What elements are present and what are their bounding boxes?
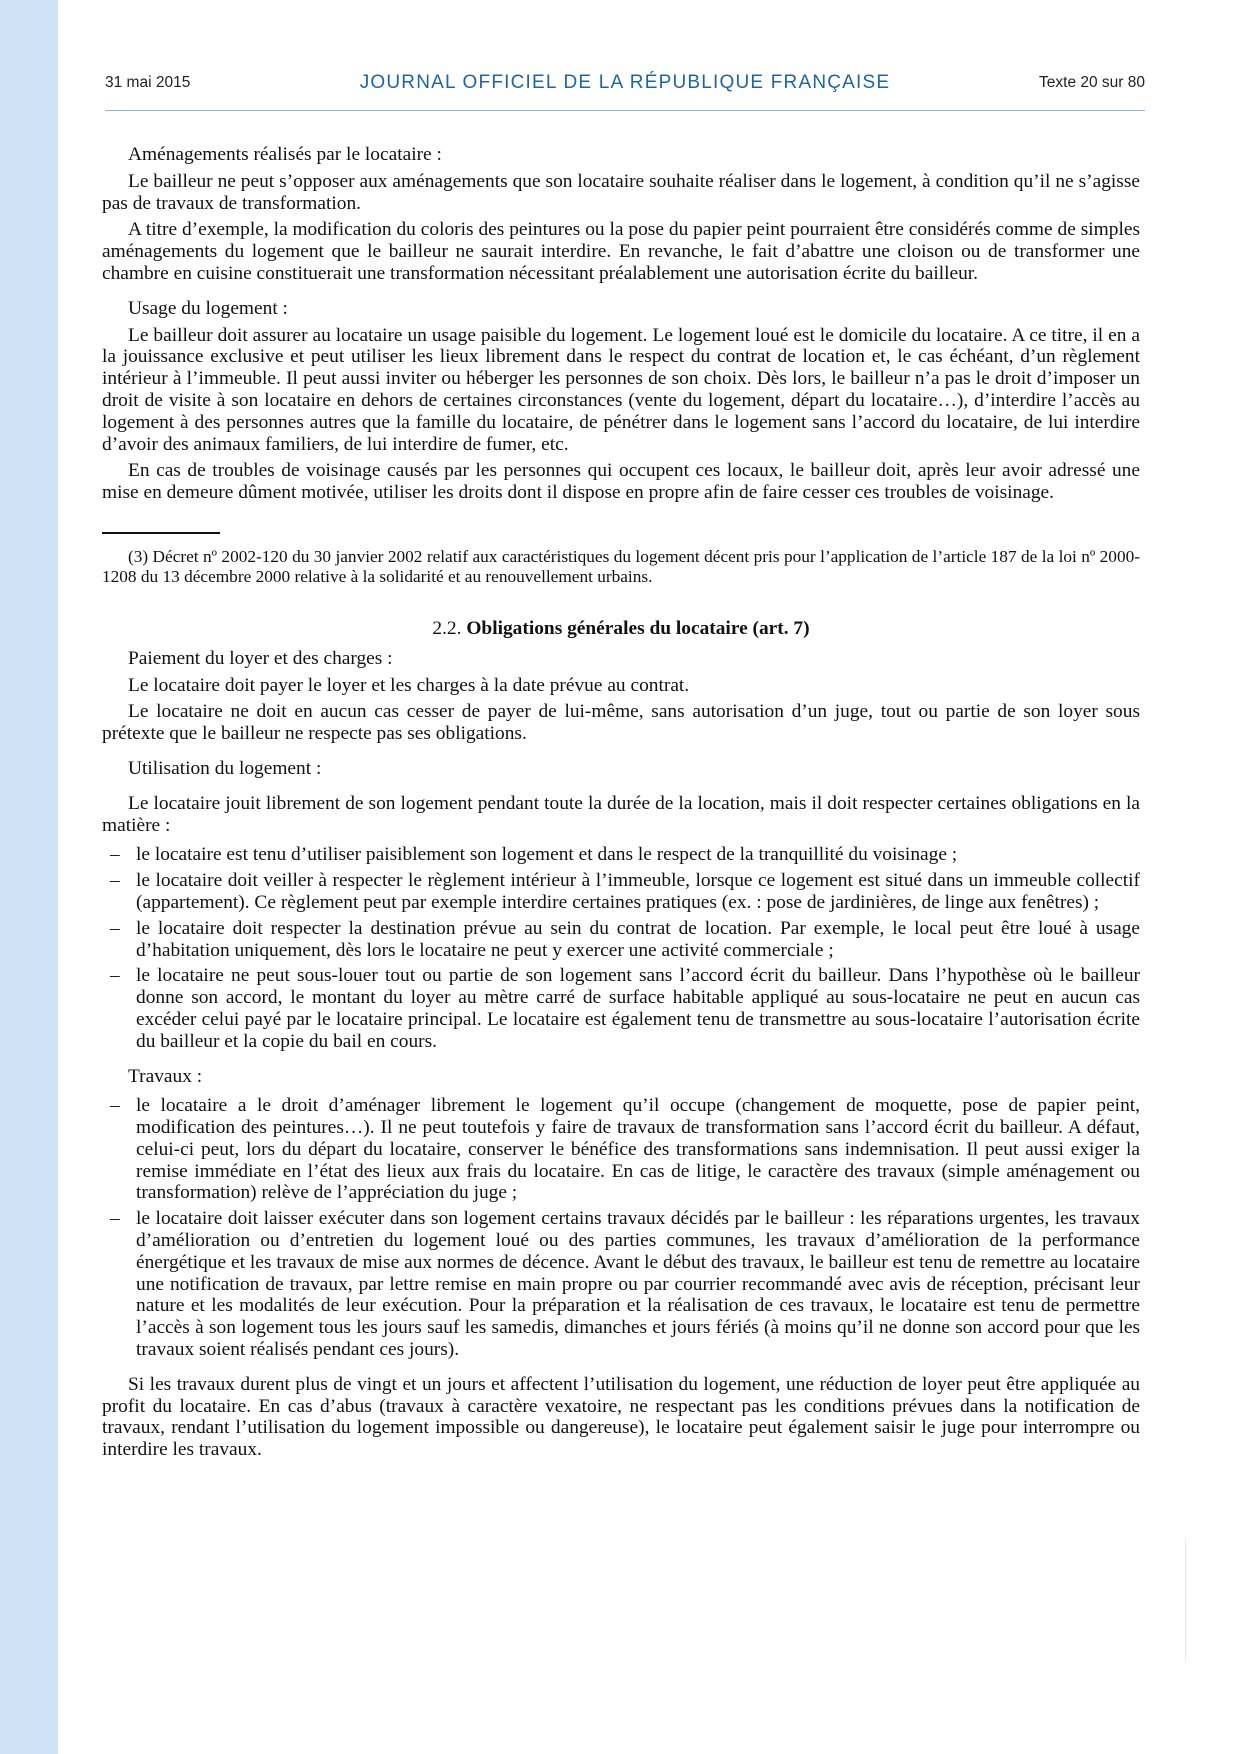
paragraph: Le locataire doit payer le loyer et les charges à la date prévue au contrat. [128, 674, 690, 696]
page-header [105, 66, 1145, 112]
journal-title: JOURNAL OFFICIEL DE LA RÉPUBLIQUE FRANÇAISE [359, 72, 891, 93]
scan-edge-line [1185, 1540, 1186, 1660]
list-item: – le locataire a le droit d’aménager librement le logement qu’il occupe (changement de moquette, pose de papier peint, modification des peintures…). Il ne peut toutefois y faire de travaux de transformation sans l’accord écrit du bailleur. A défaut, celui-ci peut, lors du départ du locataire, conserver le bénéfice des transformations sans indemnisation. Il peut aussi exiger la remise immédiate en l’état des lieux aux frais du locataire. En cas de litige, le caractère des travaux (simple aménagement ou transformation) relève de l’appréciation du juge ; [136, 1095, 1140, 1204]
obligations-list [102, 844, 1140, 1052]
footnote-separator [102, 532, 220, 534]
subheading-amenagements: Aménagements réalisés par le locataire : [128, 144, 442, 165]
paragraph: Le locataire ne doit en aucun cas cesser de payer de lui-même, sans autorisation d’un juge, tout ou partie de son loyer sous prétexte que le bailleur ne respecte pas ses obligations. [102, 701, 1140, 745]
paragraph: A titre d’exemple, la modification du coloris des peintures ou la pose du papier peint pourraient être considérés comme de simples aménagements du logement que le bailleur ne saurait interdire. En revanche, le fait d’abattre une cloison ou de transformer une chambre en cuisine constituerait une transformation nécessitant préalablement une autorisation écrite du bailleur. [102, 219, 1140, 284]
subheading-utilisation: Utilisation du logement : [128, 757, 322, 779]
paragraph: Le locataire jouit librement de son logement pendant toute la durée de la location, mais il doit respecter certaines obligations en la matière : [102, 792, 1140, 836]
page-reference: Texte 20 sur 80 [1039, 74, 1145, 91]
travaux-list [102, 1095, 1140, 1361]
list-item: – le locataire doit laisser exécuter dans son logement certains travaux décidés par le bailleur : les réparations urgentes, les travaux d’amélioration ou d’entretien du logement loué ou des parties communes, les travaux d’amélioration de la performance énergétique et les travaux de mise aux normes de décence. Avant le début des travaux, le bailleur est tenu de remettre au locataire une notification de travaux, par lettre remise en main propre ou par courrier recommandé avec avis de réception, précisant leur nature et les modalités de leur exécution. Pour la préparation et la réalisation de ces travaux, le locataire est tenu de permettre l’accès à son logement tous les jours sauf les samedis, dimanches et jours fériés (à moins qu’il ne donne son accord pour que les travaux soient réalisés pendant ces jours). [136, 1208, 1140, 1361]
list-item: – le locataire est tenu d’utiliser paisiblement son logement et dans le respect de la tranquillité du voisinage ; [136, 844, 1140, 866]
section-number: 2.2. [432, 617, 462, 639]
header-rule [105, 110, 1145, 111]
subheading-usage: Usage du logement : [128, 297, 288, 319]
section-title [102, 618, 1140, 640]
paragraph: En cas de troubles de voisinage causés par les personnes qui occupent ces locaux, le bailleur doit, après leur avoir adressé une mise en demeure dûment motivée, utiliser les droits dont il dispose en propre afin de faire cesser ces troubles de voisinage. [102, 460, 1140, 504]
subheading-travaux: Travaux : [128, 1065, 203, 1087]
header-date: 31 mai 2015 [105, 74, 191, 91]
list-item: – le locataire doit respecter la destination prévue au sein du contrat de location. Par exemple, le local peut être loué à usage d’habitation uniquement, dès lors le locataire ne peut y exercer une activité commerciale ; [136, 918, 1140, 962]
paragraph: Si les travaux durent plus de vingt et un jours et affectent l’utilisation du logement, une réduction de loyer peut être appliquée au profit du locataire. En cas d’abus (travaux à caractère vexatoire, ne respectant pas les conditions prévues dans la notification de travaux, rendant l’utilisation du logement impossible ou dangereuse), le locataire peut également saisir le juge pour interrompre ou interdire les travaux. [102, 1373, 1140, 1461]
section-title-text: Obligations générales du locataire (art. 7) [466, 617, 810, 639]
paragraph: Le bailleur doit assurer au locataire un usage paisible du logement. Le logement loué est le domicile du locataire. A ce titre, il en a la jouissance exclusive et peut utiliser les lieux librement dans le respect du contrat de location et, le cas échéant, d’un règlement intérieur à l’immeuble. Il peut aussi inviter ou héberger les personnes de son choix. Dès lors, le bailleur n’a pas le droit d’imposer un droit de visite à son locataire en dehors de certaines circonstances (vente du logement, départ du locataire…), d’interdire l’accès au logement à des personnes autres que la famille du locataire, de pénétrer dans le logement sans l’accord du locataire, de lui interdire d’avoir des animaux familiers, de lui interdire de fumer, etc. [102, 324, 1140, 455]
list-item: – le locataire ne peut sous-louer tout ou partie de son logement sans l’accord écrit du bailleur. Dans l’hypothèse où le bailleur donne son accord, le montant du loyer au mètre carré de surface habitable appliqué au sous-locataire ne peut en aucun cas excéder celui payé par le locataire principal. Le locataire est également tenu de transmettre au sous-locataire l’autorisation écrite du bailleur et la copie du bail en cours. [136, 965, 1140, 1052]
paragraph: Le bailleur ne peut s’opposer aux aménagements que son locataire souhaite réaliser dans le logement, à condition qu’il ne s’agisse pas de travaux de transformation. [102, 170, 1140, 214]
document-body [102, 144, 1140, 1461]
page-margin-band [0, 0, 58, 1754]
right-margin [1180, 0, 1240, 1754]
list-item: – le locataire doit veiller à respecter le règlement intérieur à l’immeuble, lorsque ce logement est situé dans un immeuble collectif (appartement). Ce règlement peut par exemple interdire certaines pratiques (ex. : pose de jardinières, de linge aux fenêtres) ; [136, 870, 1140, 914]
footnote: (3) Décret nº 2002-120 du 30 janvier 2002 relatif aux caractéristiques du logement décent pris pour l’application de l’article 187 de la loi nº 2000-1208 du 13 décembre 2000 relative à la solidarité et au renouvellement urbains. [102, 546, 1140, 587]
subheading-paiement: Paiement du loyer et des charges : [128, 647, 393, 669]
